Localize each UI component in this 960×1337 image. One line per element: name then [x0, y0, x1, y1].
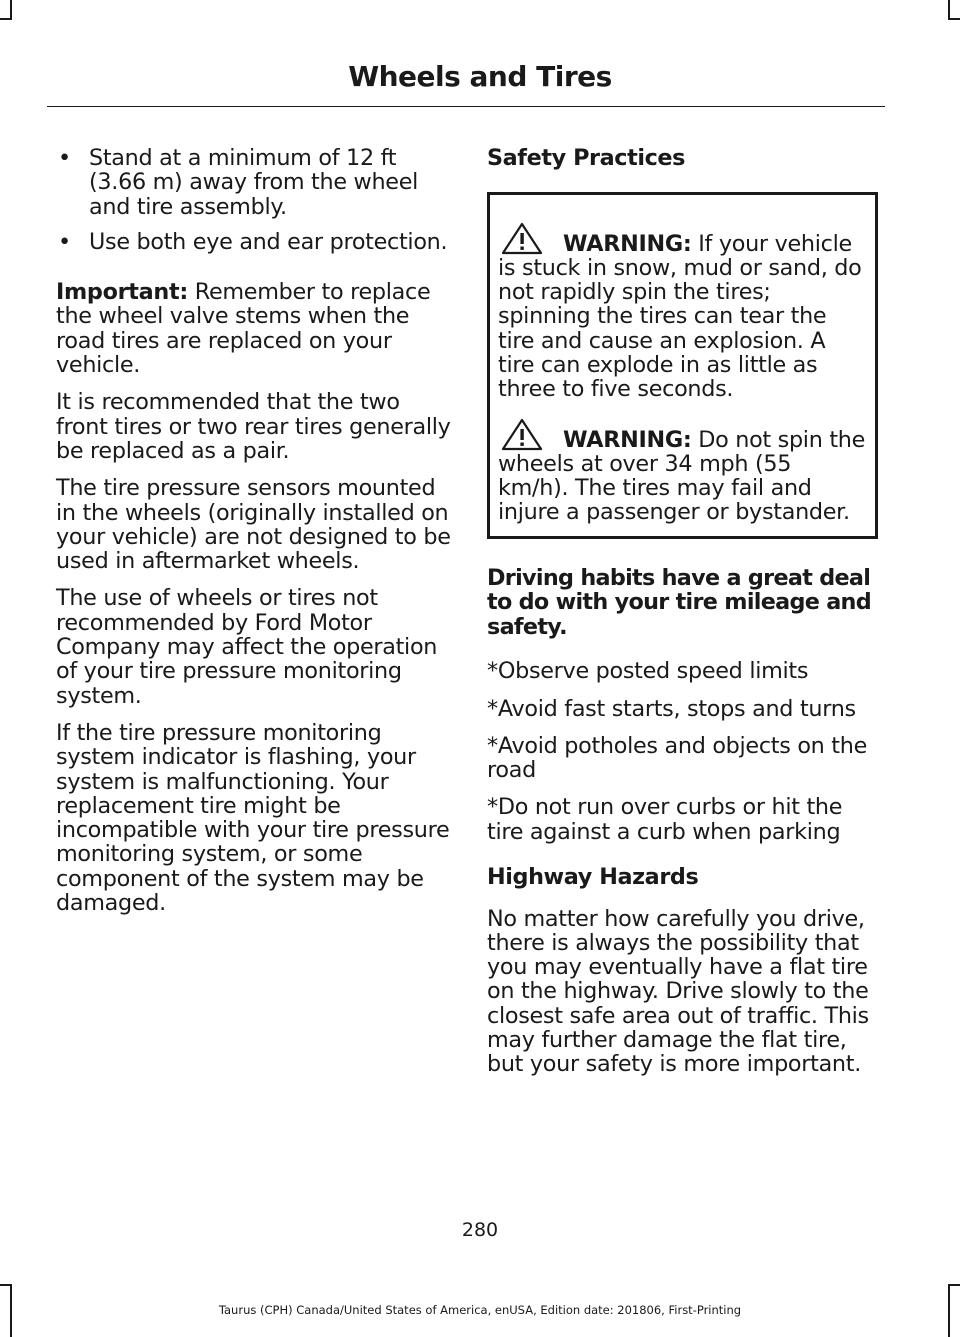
list-item [56, 230, 451, 267]
tip-item: *Observe posted speed limits [487, 658, 809, 685]
crop-mark-top-right-v [948, 0, 950, 20]
important-text: Remember to replace the wheel valve stems when the road tires are replaced on your vehicle. [56, 279, 431, 379]
highway-hazards-paragraph: No matter how carefully you drive, there is always the possibility that you may eventually have a flat tire on the highway. Drive slowly to the closest safe area out of traffic. This may further damage the flat tire, but your safety is more important. [487, 905, 869, 1078]
bullet-mark: • [58, 145, 71, 171]
warning-triangle-icon [501, 417, 559, 451]
bullet-text: Stand at a minimum of 12 ft (3.66 m) away from the wheel and tire assembly. [89, 145, 419, 220]
important-paragraph [56, 280, 451, 377]
right-column [487, 146, 882, 1090]
safety-bullet-list [56, 146, 451, 267]
tip-item: *Avoid fast starts, stops and turns [487, 695, 856, 722]
crop-mark-top-left-h [0, 18, 12, 20]
driving-habits-heading: Driving habits have a great deal to do with your tire mileage and safety. [487, 564, 871, 640]
warning-label: WARNING: [563, 230, 692, 257]
paragraph-wheels: The use of wheels or tires not recommended by Ford Motor Company may affect the operation of your tire pressure monitoring system. [56, 585, 438, 709]
paragraph-pair: It is recommended that the two front tires or two rear tires generally be replaced as a pair. [56, 389, 451, 464]
warning-triangle-icon [501, 221, 559, 255]
crop-mark-top-right-h [948, 18, 960, 20]
page-title: Wheels and Tires [348, 60, 612, 93]
warning-text: If your vehicle is stuck in snow, mud or sand, do not rapidly spin the tires; spinning the tires can tear the tire and cause an explosion. A tire can explode in as little as three to five seconds. [498, 230, 862, 403]
warning-box [487, 192, 878, 539]
tip-item: *Avoid potholes and objects on the road [487, 732, 867, 784]
list-item [56, 146, 451, 219]
warning-item [498, 417, 867, 525]
crop-mark-bottom-left-h [0, 1284, 12, 1286]
page-number: 280 [461, 1219, 499, 1241]
footer-edition: Taurus (CPH) Canada/United States of America, enUSA, Edition date: 201806, First-Printing [218, 1303, 742, 1317]
important-label: Important: [56, 279, 188, 306]
warning-text: Do not spin the wheels at over 34 mph (55 km/h). The tires may fail and injure a passenger or bystander. [498, 426, 866, 526]
paragraph-sensors: The tire pressure sensors mounted in the wheels (originally installed on your vehicle) are not designed to be used in aftermarket wheels. [56, 475, 451, 575]
header-rule [47, 106, 885, 107]
tip-item: *Do not run over curbs or hit the tire against a curb when parking [487, 794, 843, 845]
bullet-text: Use both eye and ear protection. [89, 228, 448, 255]
left-column [56, 146, 451, 928]
highway-hazards-heading: Highway Hazards [487, 864, 699, 891]
crop-mark-bottom-right-h [948, 1284, 960, 1286]
safety-practices-heading: Safety Practices [487, 145, 685, 171]
crop-mark-top-left-v [10, 0, 12, 20]
paragraph-indicator: If the tire pressure monitoring system indicator is flashing, your system is malfunctioning. Your replacement tire might be incompatible with your tire pressure monitoring system, or some component of the system may be damaged. [56, 719, 450, 917]
bullet-mark: • [58, 228, 71, 255]
warning-label: WARNING: [563, 426, 692, 453]
warning-item [498, 221, 867, 402]
